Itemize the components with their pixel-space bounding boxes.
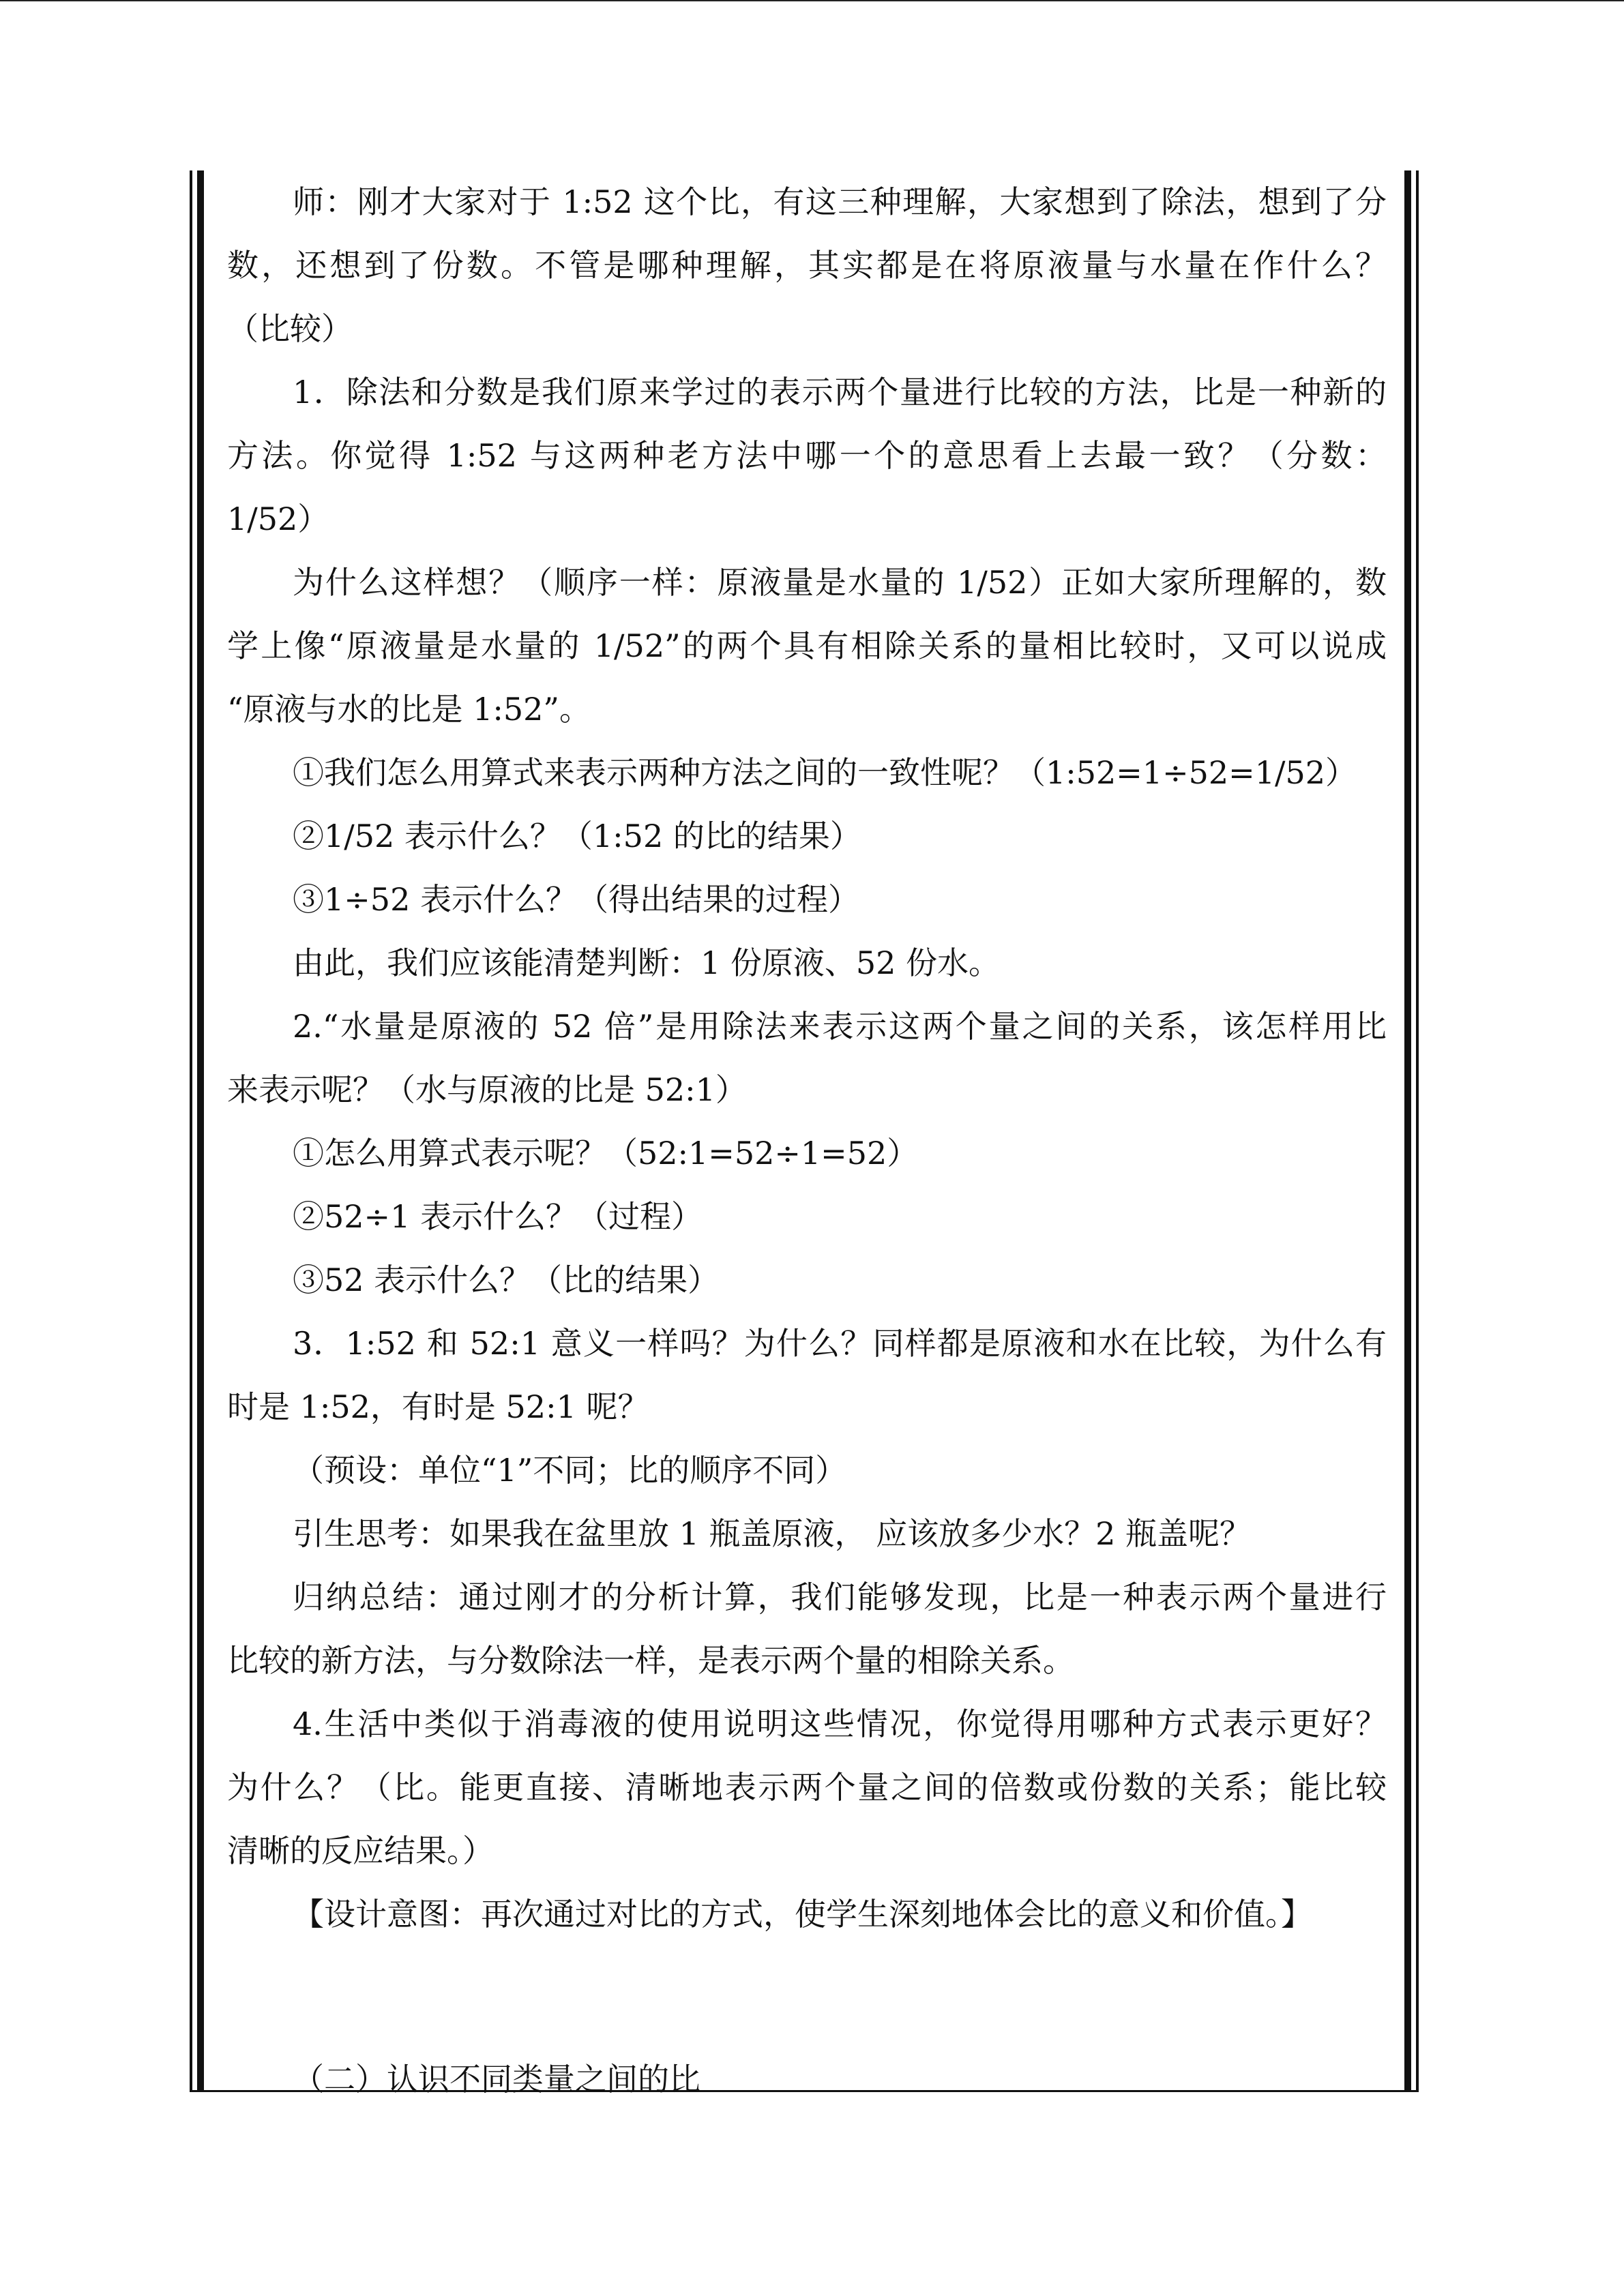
paragraph-line: 来表示呢？（水与原液的比是 52:1） xyxy=(227,1071,747,1108)
frame-inner-right-border xyxy=(1404,170,1411,2092)
paragraph-line: 师：刚才大家对于 1:52 这个比，有这三种理解，大家想到了除法，想到了分 xyxy=(293,183,1387,220)
paragraph-line: 引生思考：如果我在盆里放 1 瓶盖原液， 应该放多少水？2 瓶盖呢？ xyxy=(293,1515,1252,1552)
blank-line xyxy=(227,1946,1387,2010)
paragraph-line: 方法。你觉得 1:52 与这两种老方法中哪一个的意思看上去最一致？（分数： xyxy=(227,437,1387,474)
frame-outer-right-border xyxy=(1416,170,1419,2092)
paragraph-line: （预设：单位“1”不同；比的顺序不同） xyxy=(293,1452,847,1489)
paragraph-line: 2.“水量是原液的 52 倍”是用除法来表示这两个量之间的关系，该怎样用比 xyxy=(293,1008,1387,1045)
paragraph-line: ③52 表示什么？（比的结果） xyxy=(293,1262,720,1298)
page-top-rule xyxy=(0,0,1624,1)
paragraph-line: （比较） xyxy=(227,310,353,347)
spacer xyxy=(227,2010,1387,2048)
paragraph-line: 3．1:52 和 52:1 意义一样吗？为什么？同样都是原液和水在比较，为什么有 xyxy=(293,1325,1387,1362)
paragraph-line: 1/52） xyxy=(227,501,329,537)
design-intent-note: 【设计意图：再次通过对比的方式，使学生深刻地体会比的意义和价值。】 xyxy=(293,1896,1312,1933)
frame-outer-left-border xyxy=(190,170,192,2092)
paragraph-line: ②1/52 表示什么？（1:52 的比的结果） xyxy=(293,818,861,854)
frame-inner-left-border xyxy=(197,170,204,2092)
paragraph-line: 1．除法和分数是我们原来学过的表示两个量进行比较的方法，比是一种新的 xyxy=(293,374,1387,411)
paragraph-line: 由此，我们应该能清楚判断：1 份原液、52 份水。 xyxy=(293,944,1001,981)
paragraph-line: ②52÷1 表示什么？（过程） xyxy=(293,1198,703,1235)
paragraph-line: 清晰的反应结果。） xyxy=(227,1832,494,1869)
paragraph-line: 为什么这样想？（顺序一样：原液量是水量的 1/52）正如大家所理解的，数 xyxy=(293,564,1387,601)
paragraph-line: 为什么？（比。能更直接、清晰地表示两个量之间的倍数或份数的关系；能比较 xyxy=(227,1769,1387,1806)
paragraph-line: 学上像“原液量是水量的 1/52”的两个具有相除关系的量相比较时，又可以说成 xyxy=(227,627,1387,664)
paragraph-line: 比较的新方法，与分数除法一样，是表示两个量的相除关系。 xyxy=(227,1642,1074,1679)
paragraph-line: 4.生活中类似于消毒液的使用说明这些情况，你觉得用哪种方式表示更好？ xyxy=(293,1705,1387,1742)
paragraph-line: 数，还想到了份数。不管是哪种理解，其实都是在将原液量与水量在作什么？ xyxy=(227,247,1387,284)
paragraph-line: 时是 1:52，有时是 52:1 呢？ xyxy=(227,1388,649,1425)
section-heading: （二）认识不同类量之间的比 xyxy=(293,2061,700,2098)
paragraph-line: ①我们怎么用算式来表示两种方法之间的一致性呢？（1:52=1÷52=1/52） xyxy=(293,754,1357,791)
paragraph-line: “原液与水的比是 1:52”。 xyxy=(227,691,591,728)
paragraph-line: 归纳总结：通过刚才的分析计算，我们能够发现，比是一种表示两个量进行 xyxy=(293,1579,1387,1615)
paragraph-line: ③1÷52 表示什么？（得出结果的过程） xyxy=(293,881,859,918)
lesson-content xyxy=(227,170,1387,2111)
paragraph-line: ①怎么用算式表示呢？（52:1=52÷1=52） xyxy=(293,1135,919,1172)
